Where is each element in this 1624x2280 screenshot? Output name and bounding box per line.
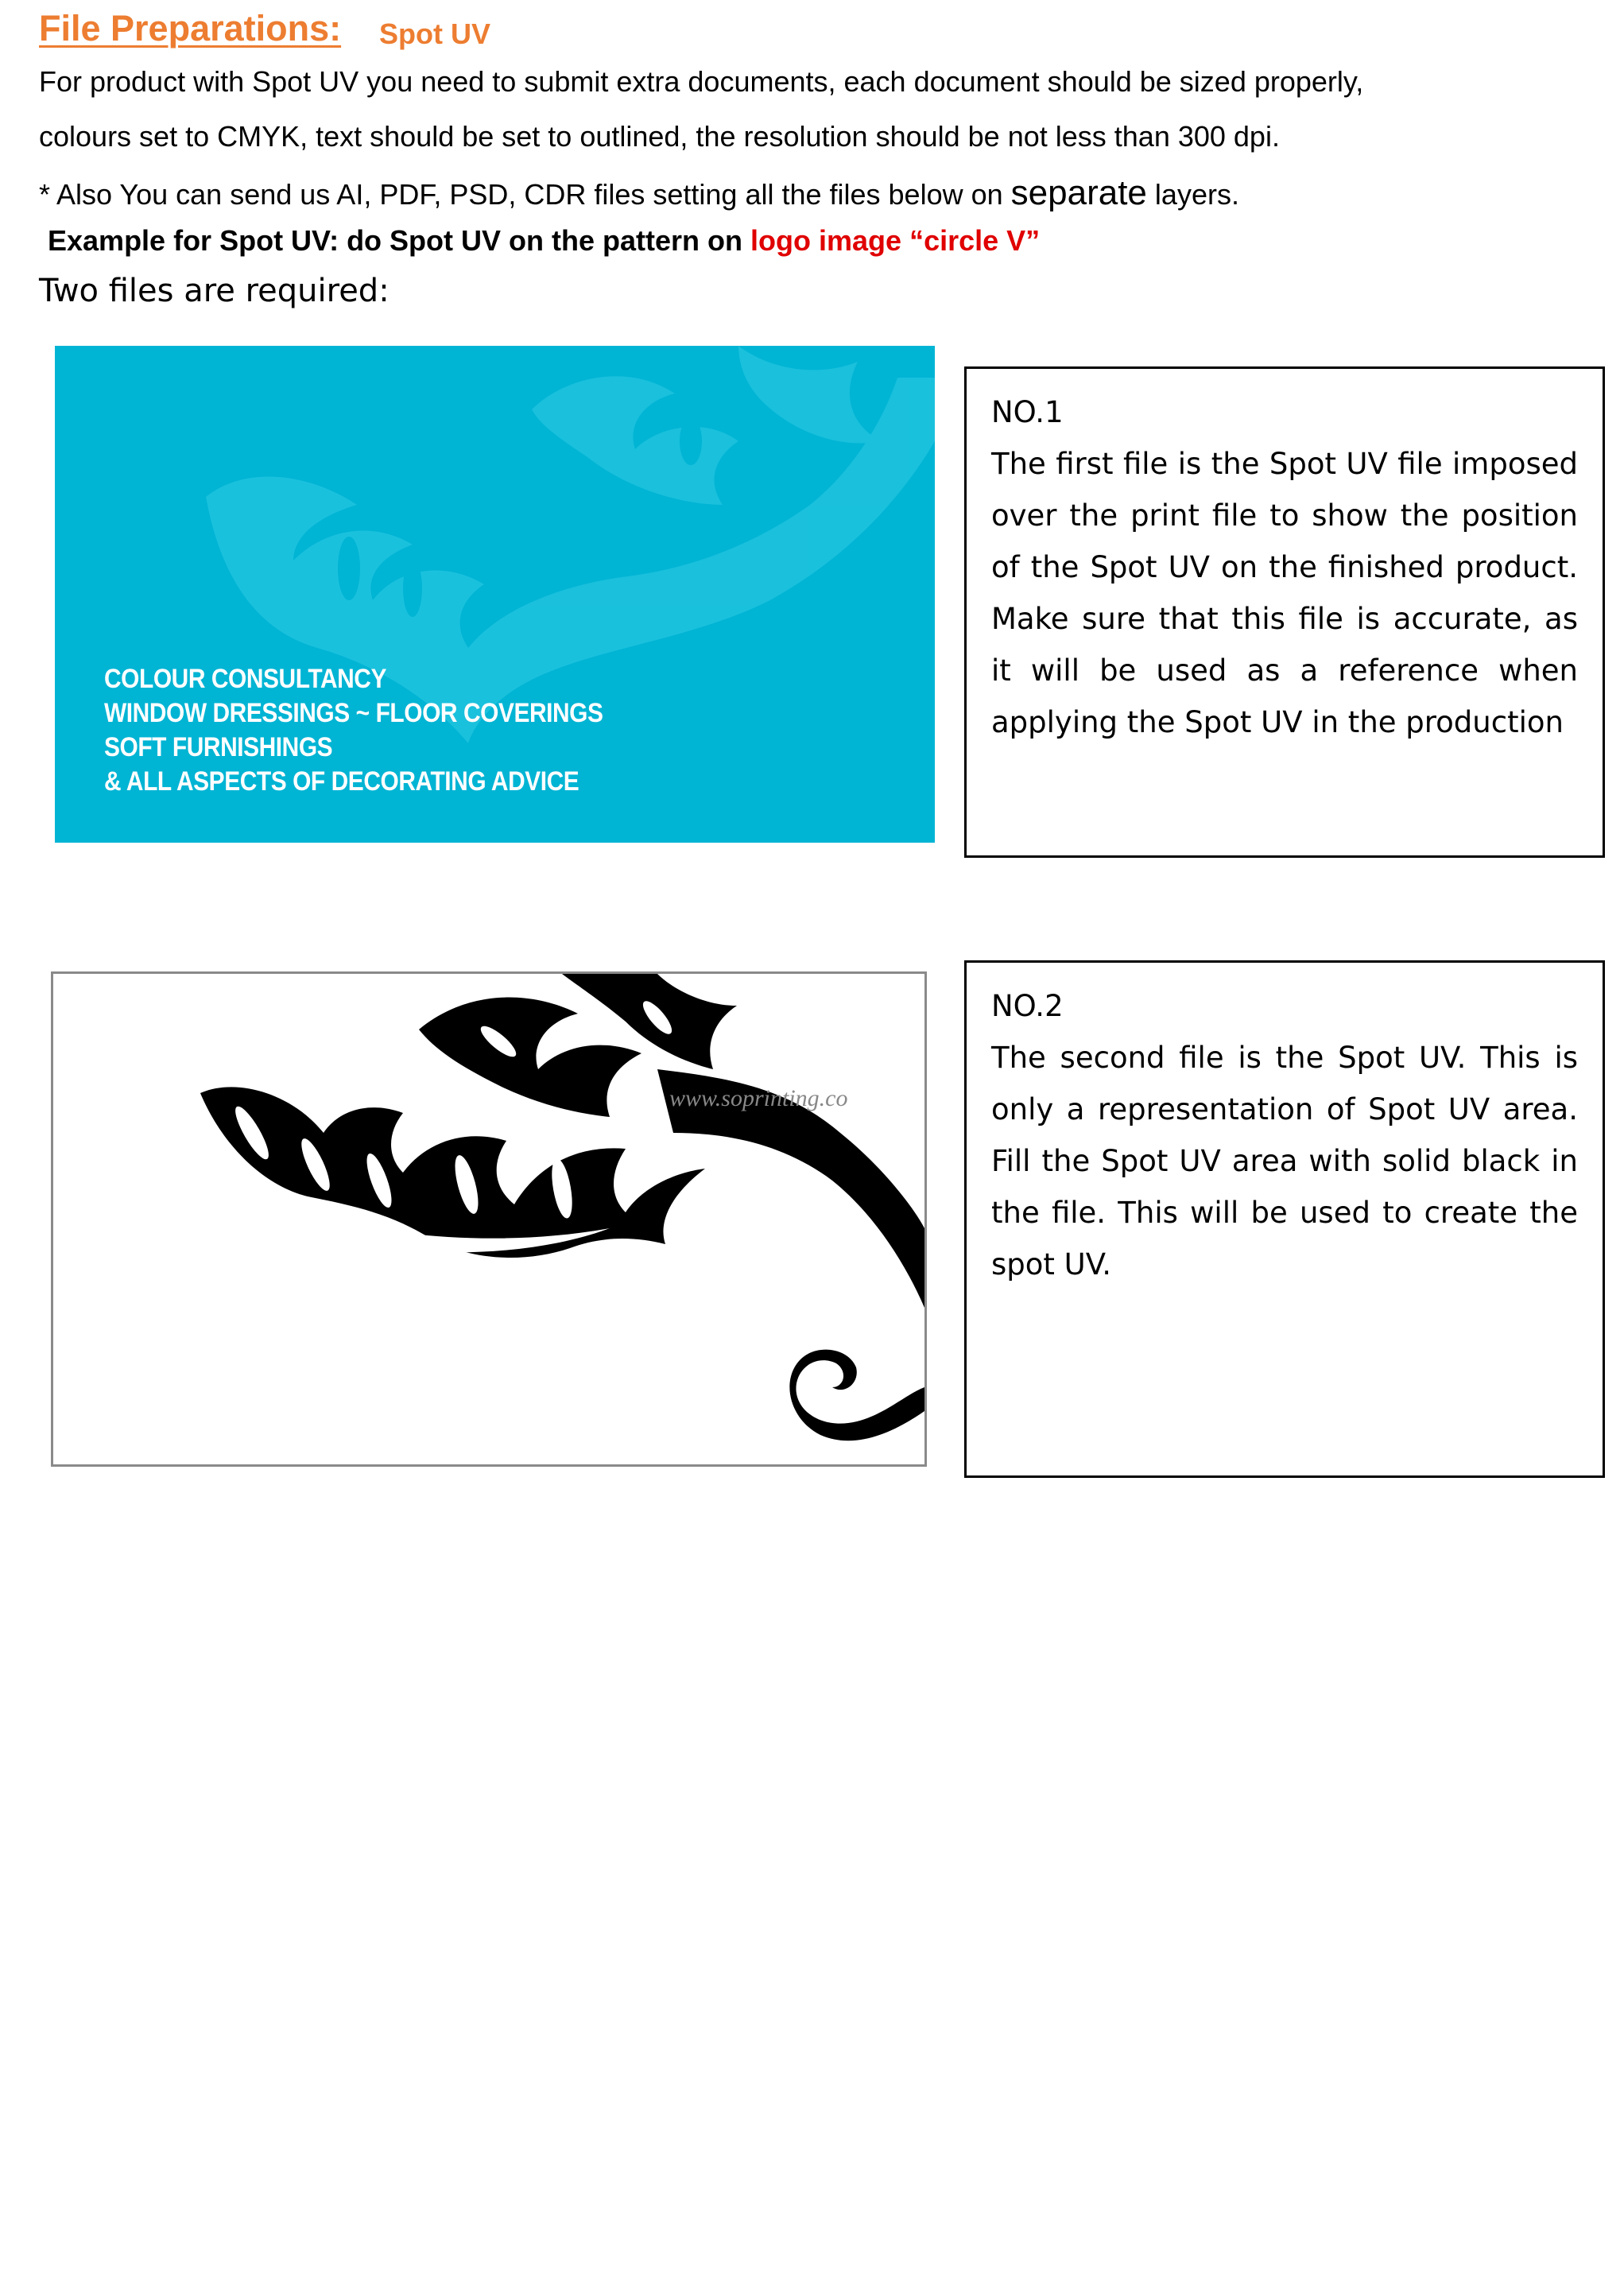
card-line-1: COLOUR CONSULTANCY — [104, 664, 386, 694]
spot-uv-file-preview — [51, 971, 927, 1467]
page-subtitle: Spot UV — [379, 17, 490, 50]
page-title: File Preparations: — [39, 8, 342, 48]
file-1-text: The first file is the Spot UV file imposed over the print file to show the position of the Spot UV on the finished product. Make sure that this file is accurate, as it will be used as a reference when applying the Spot UV in the production — [991, 447, 1578, 739]
intro-line-2: colours set to CMYK, text should be set to outlined, the resolution should be not less than 300 dpi. — [39, 120, 1280, 153]
intro-line-3-start: * Also You can send us AI, PDF, PSD, CDR files setting all the files below on — [39, 178, 1003, 211]
example-line — [48, 224, 1040, 258]
spot-uv-black-pattern — [53, 974, 924, 1464]
intro-line-3-emphasis: separate — [1010, 173, 1147, 212]
file-2-heading: NO.2 — [991, 989, 1064, 1023]
file-2-text: The second file is the Spot UV. This is only a representation of Spot UV area. Fill the Spot UV area with solid black in the file. This will be used to create the spot UV. — [991, 1041, 1578, 1282]
card-line-2: WINDOW DRESSINGS ~ FLOOR COVERINGS — [104, 698, 603, 728]
file-1-heading: NO.1 — [991, 395, 1064, 429]
intro-line-1: For product with Spot UV you need to submit extra documents, each document should be sized properly, — [39, 65, 1364, 98]
intro-line-3-end: layers. — [1154, 178, 1239, 211]
card-line-3: SOFT FURNISHINGS — [104, 732, 333, 762]
intro-line-3 — [39, 173, 1239, 213]
files-required-label: Two files are required: — [39, 273, 390, 309]
example-text: Example for Spot UV: do Spot UV on the pattern on — [48, 224, 743, 257]
file-2-description-box — [964, 960, 1605, 1478]
file-1-description-box — [964, 366, 1605, 858]
print-file-preview — [55, 346, 935, 843]
card-line-4: & ALL ASPECTS OF DECORATING ADVICE — [104, 766, 579, 797]
example-highlight: logo image “circle V” — [750, 224, 1041, 257]
watermark-text: www.soprinting.co — [669, 1085, 848, 1111]
